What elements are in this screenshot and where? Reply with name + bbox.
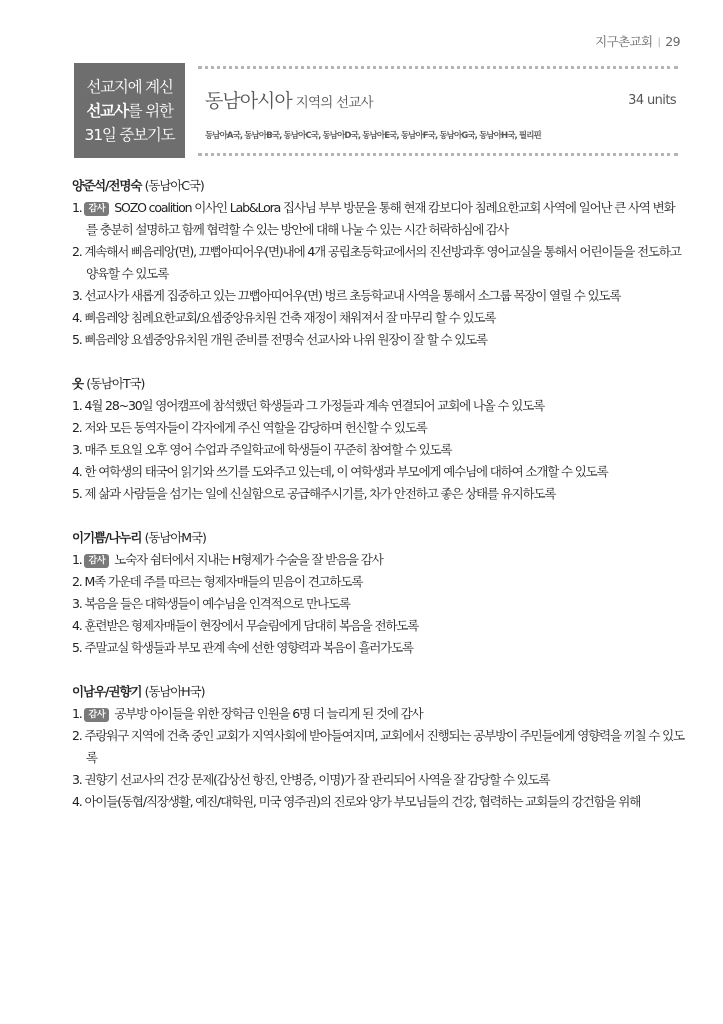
prayer-item <box>72 593 684 615</box>
missionary-heading <box>72 682 684 700</box>
thanks-badge: 감사 <box>84 202 109 216</box>
units-count: 34 units <box>628 93 676 108</box>
prayer-item <box>72 791 684 813</box>
prayer-item <box>72 549 684 571</box>
box-line-2-bold: 선교사 <box>86 101 128 120</box>
item-number: 5. <box>72 332 82 347</box>
item-number: 4. <box>72 310 82 325</box>
item-text: 삐음레앙 요셉중앙유치원 개원 준비를 전명숙 선교사와 나위 원장이 잘 할 수 있도록 <box>84 332 487 347</box>
prayer-item <box>72 637 684 659</box>
item-number: 2. <box>72 728 82 743</box>
prayer-item <box>72 395 684 417</box>
item-text: 매주 토요일 오후 영어 수업과 주일학교에 학생들이 꾸준히 참여할 수 있도록 <box>84 442 452 457</box>
item-text: 권향기 선교사의 건강 문제(갑상선 항진, 안병증, 이명)가 잘 관리되어 사역을 잘 감당할 수 있도록 <box>84 772 550 787</box>
item-number: 2. <box>72 420 82 435</box>
item-text: 아이들(동협/직장생활, 예진/대학원, 미국 영주권)의 진로와 양가 부모님들의 건강, 협력하는 교회들의 강건함을 위해 <box>84 794 641 809</box>
item-text: 주말교실 학생들과 부모 관계 속에 선한 영향력과 복음이 흘러가도록 <box>84 640 413 655</box>
item-number: 5. <box>72 640 82 655</box>
prayer-item <box>72 439 684 461</box>
item-number: 1. <box>72 200 82 215</box>
missionary-name: 옷 <box>72 376 83 391</box>
item-number: 1. <box>72 552 82 567</box>
item-text: 공부방 아이들을 위한 장학금 인원을 6명 더 늘리게 된 것에 감사 <box>114 706 423 721</box>
missionary-section <box>72 528 684 659</box>
missionary-heading <box>72 374 684 392</box>
missionary-location: (동남아C국) <box>144 178 204 193</box>
item-number: 3. <box>72 442 82 457</box>
prayer-item <box>72 725 684 769</box>
prayer-item <box>72 461 684 483</box>
dotted-divider-bottom <box>198 153 678 156</box>
dotted-divider-top <box>198 66 678 69</box>
item-text: 훈련받은 형제자매들이 현장에서 무슬림에게 담대히 복음을 전하도록 <box>84 618 419 633</box>
prayer-item <box>72 615 684 637</box>
box-line-1: 선교지에 계신 <box>86 77 173 96</box>
item-number: 2. <box>72 574 82 589</box>
item-text: 제 삶과 사람들을 섬기는 일에 신실함으로 공급해주시기를, 차가 안전하고 좋은 상태를 유지하도록 <box>84 486 556 501</box>
missionary-section <box>72 176 684 351</box>
box-line-2 <box>86 99 172 123</box>
missionary-name: 양준석/전명숙 <box>72 178 142 193</box>
item-number: 4. <box>72 618 82 633</box>
thanks-badge: 감사 <box>84 708 109 722</box>
item-number: 5. <box>72 486 82 501</box>
missionary-heading <box>72 176 684 194</box>
item-text: 주랑워구 지역에 건축 중인 교회가 지역사회에 받아들여지며, 교회에서 진행되는 공부방이 주민들에게 영향력을 끼칠 수 있도록 <box>84 728 684 765</box>
missionary-heading <box>72 528 684 546</box>
item-text: 복음을 들은 대학생들이 예수님을 인격적으로 만나도록 <box>84 596 350 611</box>
item-number: 3. <box>72 596 82 611</box>
missionary-section <box>72 374 684 505</box>
prayer-item <box>72 483 684 505</box>
item-text: 노숙자 쉼터에서 지내는 H형제가 수술을 잘 받음을 감사 <box>114 552 383 567</box>
page-number: 29 <box>665 34 680 49</box>
item-number: 4. <box>72 464 82 479</box>
missionary-location: (동남아H국) <box>144 684 205 699</box>
box-line-3: 31일 중보기도 <box>84 125 175 144</box>
country-list: 동남아A국, 동남아B국, 동남아C국, 동남아D국, 동남아E국, 동남아F국, 동남아G국, 동남아H국, 필리핀 <box>205 131 541 141</box>
prayer-item <box>72 571 684 593</box>
item-text: 한 여학생의 태국어 읽기와 쓰기를 도와주고 있는데, 이 여학생과 부모에게 예수님에 대하여 소개할 수 있도록 <box>84 464 608 479</box>
missionary-name: 이기쁨/나누리 <box>72 530 142 545</box>
missionary-location: (동남아T국) <box>86 376 145 391</box>
item-text: 4월 28~30일 영어캠프에 참석했던 학생들과 그 가정들과 계속 연결되어 교회에 나올 수 있도록 <box>84 398 545 413</box>
item-number: 2. <box>72 244 82 259</box>
item-text: 삐음레앙 침례요한교회/요셉중앙유치원 건축 재정이 채워져서 잘 마무리 할 수 있도록 <box>84 310 496 325</box>
missionary-location: (동남아M국) <box>144 530 206 545</box>
item-number: 1. <box>72 706 82 721</box>
prayer-item <box>72 241 684 285</box>
page-header <box>595 32 680 50</box>
prayer-content <box>72 176 684 836</box>
prayer-item <box>72 703 684 725</box>
header-divider: | <box>657 37 661 48</box>
item-text: 저와 모든 동역자들이 각자에게 주신 역할을 감당하며 헌신할 수 있도록 <box>84 420 427 435</box>
item-number: 1. <box>72 398 82 413</box>
box-line-2-rest: 를 위한 <box>127 101 173 120</box>
prayer-item <box>72 285 684 307</box>
prayer-item <box>72 417 684 439</box>
item-text: 계속해서 삐음레앙(면), 끄뻡아띠어우(면)내에 4개 공립초등학교에서의 진선방과후 영어교실을 통해서 어린이들을 전도하고 양육할 수 있도록 <box>84 244 681 281</box>
region-name: 동남아시아 <box>205 90 292 112</box>
section-name: 지구촌교회 <box>595 34 653 49</box>
missionary-section <box>72 682 684 813</box>
prayer-item <box>72 769 684 791</box>
region-title <box>205 86 373 113</box>
prayer-item <box>72 307 684 329</box>
item-number: 3. <box>72 288 82 303</box>
thanks-badge: 감사 <box>84 554 109 568</box>
prayer-guide-box <box>74 63 185 158</box>
item-number: 4. <box>72 794 82 809</box>
region-subtitle: 지역의 선교사 <box>295 95 373 111</box>
item-text: 선교사가 새롭게 집중하고 있는 끄뻡아띠어우(면) 벙르 초등학교내 사역을 통해서 소그룹 목장이 열릴 수 있도록 <box>84 288 621 303</box>
prayer-item <box>72 329 684 351</box>
missionary-name: 이남우/권향기 <box>72 684 142 699</box>
prayer-item <box>72 197 684 241</box>
item-text: SOZO coalition 이사인 Lab&Lora 집사님 부부 방문을 통해 현재 캄보디아 침례요한교회 사역에 일어난 큰 사역 변화를 충분히 설명하고 함께 협력할 수 있는 방안에 대해 나눌 수 있는 시간 허락하심에 감사 <box>86 200 675 237</box>
item-number: 3. <box>72 772 82 787</box>
item-text: M족 가운데 주를 따르는 형제자매들의 믿음이 견고하도록 <box>84 574 363 589</box>
